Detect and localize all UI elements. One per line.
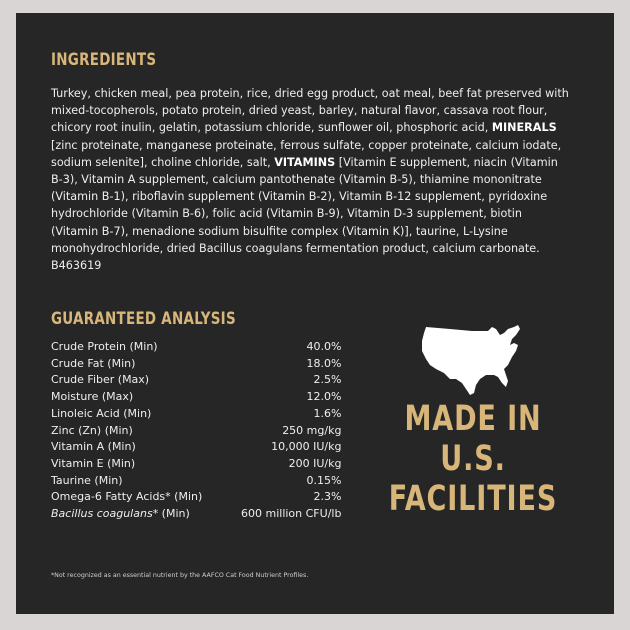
table-row bbox=[51, 456, 341, 473]
table-row bbox=[51, 489, 341, 506]
nutrient-name: Crude Fiber (Max) bbox=[51, 373, 150, 387]
nutrient-value: 2.5% bbox=[313, 373, 342, 387]
nutrient-value: 1.6% bbox=[313, 406, 342, 420]
table-row bbox=[51, 406, 341, 423]
table-row bbox=[51, 339, 341, 356]
bacillus-name: Bacillus coagulans bbox=[51, 507, 153, 521]
ingredients-text bbox=[51, 85, 571, 274]
footnote: *Not recognized as an essential nutrient by the AAFCO Cat Food Nutrient Profiles. bbox=[51, 572, 309, 579]
nutrient-value: 40.0% bbox=[306, 340, 342, 353]
table-row bbox=[51, 439, 341, 456]
nutrient-value: 2.3% bbox=[313, 490, 342, 504]
usa-map-icon bbox=[420, 321, 526, 397]
nutrient-value: 18.0% bbox=[306, 356, 342, 370]
table-row bbox=[51, 389, 341, 406]
nutrient-name: Zinc (Zn) (Min) bbox=[51, 423, 133, 437]
nutrient-value: 200 IU/kg bbox=[288, 456, 342, 470]
table-row bbox=[51, 506, 341, 523]
nutrient-name: Vitamin A (Min) bbox=[51, 440, 136, 454]
table-row bbox=[51, 473, 341, 490]
nutrient-name: Vitamin E (Min) bbox=[51, 456, 136, 470]
facilities-line: FACILITIES bbox=[388, 479, 558, 519]
nutrient-name: Omega-6 Fatty Acids* (Min) bbox=[51, 490, 203, 504]
ingredients-part-3: [Vitamin E supplement, niacin (Vitamin B-3), Vitamin A supplement, calcium pantothenate (Vitamin B-5), thiamine mononitrate (Vitamin B-1), riboflavin supplement (Vitamin B-2), Vitamin B-12 supplement, pyridoxine hydrochloride (Vitamin B-6), folic acid (Vitamin B-9), Vitamin D-3 supplement, biotin (Vitamin B-7), menadione sodium bisulfite complex (Vitamin K)], taurine, L-Lysine monohydrochloride, dried Bacillus coagulans fermentation product, calcium carbonate. B463619 bbox=[51, 155, 558, 273]
guaranteed-analysis-heading: GUARANTEED ANALYSIS bbox=[51, 309, 236, 329]
table-row bbox=[51, 372, 341, 389]
nutrient-value: 12.0% bbox=[306, 390, 342, 404]
nutrient-value: 10,000 IU/kg bbox=[271, 440, 342, 454]
ingredients-part-2: [zinc proteinate, manganese proteinate, ferrous sulfate, copper proteinate, calcium iodate, sodium selenite], choline chloride, salt, bbox=[51, 138, 562, 169]
nutrient-value: 600 million CFU/lb bbox=[241, 507, 342, 521]
made-in-line: MADE IN bbox=[404, 399, 542, 439]
nutrient-name bbox=[51, 506, 241, 523]
nutrient-name: Taurine (Min) bbox=[51, 473, 123, 487]
made-in-usa-badge bbox=[368, 399, 578, 519]
ingredients-part-1: Turkey, chicken meal, pea protein, rice, dried egg product, oat meal, beef fat preserved with mixed-tocopherols, potato protein, dried yeast, barley, natural flavor, cassava root flour, chicory root inulin, gelatin, potassium chloride, sunflower oil, phosphoric acid, bbox=[51, 87, 569, 135]
nutrient-name: Linoleic Acid (Min) bbox=[51, 406, 152, 420]
bacillus-qualifier: * (Min) bbox=[152, 507, 190, 521]
country-line: U.S. bbox=[440, 439, 506, 479]
minerals-label: MINERALS bbox=[491, 121, 557, 135]
nutrient-name: Crude Protein (Min) bbox=[51, 340, 158, 353]
guaranteed-analysis-table bbox=[51, 339, 341, 523]
nutrient-value: 0.15% bbox=[306, 473, 342, 487]
nutrition-panel bbox=[16, 13, 614, 614]
nutrient-name: Moisture (Max) bbox=[51, 390, 134, 404]
ingredients-heading: INGREDIENTS bbox=[51, 50, 157, 70]
table-row bbox=[51, 423, 341, 440]
nutrient-name: Crude Fat (Min) bbox=[51, 356, 136, 370]
nutrient-value: 250 mg/kg bbox=[282, 423, 342, 437]
table-row bbox=[51, 356, 341, 373]
vitamins-label: VITAMINS bbox=[274, 155, 336, 169]
